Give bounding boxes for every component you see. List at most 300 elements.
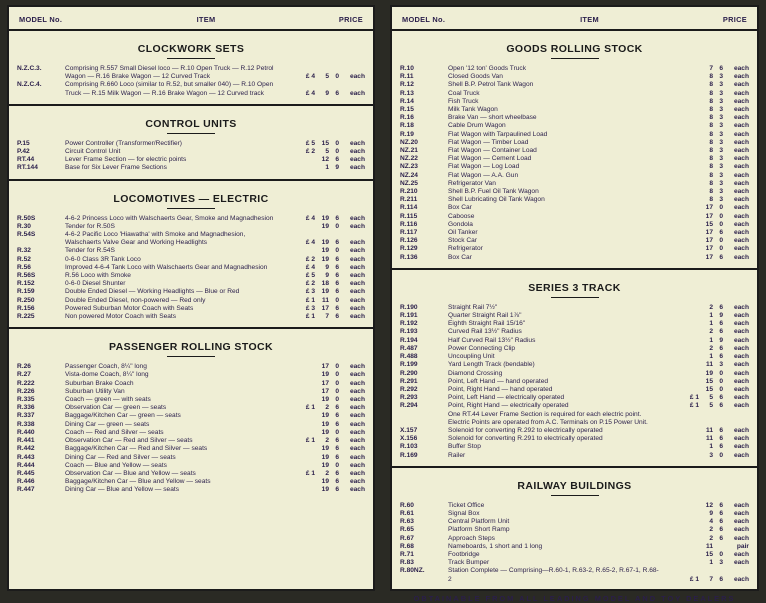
item-description: Oil Tanker xyxy=(448,229,478,237)
price-shillings: 12 xyxy=(321,156,329,164)
price-shillings: 17 xyxy=(705,237,713,245)
price-row xyxy=(400,361,749,369)
model-number: R.194 xyxy=(400,336,418,344)
price-unit: each xyxy=(733,344,749,352)
item-description: Curved Rail 13½" Radius xyxy=(448,328,522,336)
price-shillings: 19 xyxy=(321,453,329,461)
item-description: Eighth Straight Rail 15/16" xyxy=(448,320,526,328)
price-row xyxy=(400,163,749,171)
price-row xyxy=(400,254,749,262)
price-pence: 0 xyxy=(335,428,339,436)
left-sections xyxy=(9,43,373,495)
item-description: Half Curved Rail 13½" Radius xyxy=(448,336,536,344)
model-number: R.442 xyxy=(17,445,35,453)
price-row xyxy=(400,188,749,196)
price xyxy=(661,378,749,386)
price-unit: each xyxy=(733,402,749,410)
price-shillings: 8 xyxy=(709,163,713,171)
model-number: X.156 xyxy=(400,435,418,443)
section-title: CLOCKWORK SETS xyxy=(137,43,245,55)
price xyxy=(661,535,749,543)
item-description: Quarter Straight Rail 1⅞" xyxy=(448,312,522,320)
price-shillings: 2 xyxy=(709,344,713,352)
item-description: Platform Short Ramp xyxy=(448,526,510,534)
price-row xyxy=(17,164,365,172)
price-unit: each xyxy=(733,501,749,509)
model-number: R.65 xyxy=(400,526,414,534)
item-description: Power Controller (Transformer/Rectifier) xyxy=(65,139,183,147)
price-pence: 0 xyxy=(335,247,339,255)
price xyxy=(661,131,749,139)
model-number: R.441 xyxy=(17,437,35,445)
section-title: RAILWAY BUILDINGS xyxy=(517,479,632,492)
price-unit: each xyxy=(733,155,749,163)
price-unit: each xyxy=(733,196,749,204)
model-number: R.115 xyxy=(400,212,418,220)
price-pounds: £ 2 xyxy=(305,255,315,263)
price xyxy=(661,180,749,188)
price-row xyxy=(400,81,749,89)
price-pence: 6 xyxy=(335,156,339,164)
price xyxy=(661,411,749,427)
dealers-footer: OBTAINABLE FROM ALL LEADING MODEL AND TOY DEALERS xyxy=(413,593,736,603)
price-shillings: 7 xyxy=(325,313,329,321)
price-unit: each xyxy=(733,138,749,146)
left-price-page xyxy=(7,5,375,591)
price-row xyxy=(17,371,365,379)
price-shillings: 8 xyxy=(709,122,713,130)
price-pence: 0 xyxy=(335,396,339,404)
model-number: R.126 xyxy=(400,237,418,245)
price-unit: each xyxy=(733,435,749,443)
price-row xyxy=(400,427,749,435)
price-pence: 0 xyxy=(335,139,339,147)
price-shillings: 12 xyxy=(705,501,713,509)
price-unit: each xyxy=(349,461,365,469)
price-row xyxy=(400,237,749,245)
price-row xyxy=(400,337,749,345)
price-row xyxy=(400,443,749,451)
price-pence: 6 xyxy=(335,304,339,312)
model-number: R.12 xyxy=(400,81,414,89)
price-pence: 6 xyxy=(335,453,339,461)
price-unit: each xyxy=(733,179,749,187)
price-pence: 6 xyxy=(719,328,723,336)
price-pence: 0 xyxy=(719,377,723,385)
item-description: Gondola xyxy=(448,220,473,228)
price-row xyxy=(17,215,365,223)
price-shillings: 11 xyxy=(706,426,713,434)
price-unit: each xyxy=(733,526,749,534)
price-unit: each xyxy=(349,478,365,486)
price xyxy=(277,404,365,412)
item-description: Comprising R.557 Small Diesel loco — R.10 Open Truck — R.12 Petrol Wagon — R.16 Brake Wagon — 12 Curved Track xyxy=(65,65,274,81)
price-unit: each xyxy=(349,73,365,81)
price-unit: each xyxy=(733,361,749,369)
model-number: R.191 xyxy=(400,312,418,320)
price-row xyxy=(17,81,365,97)
price-pence: 0 xyxy=(335,73,339,81)
price-shillings: 17 xyxy=(705,245,713,253)
title-underline xyxy=(167,356,215,357)
price-unit: each xyxy=(733,385,749,393)
model-number: R.338 xyxy=(17,420,35,428)
price-shillings: 1 xyxy=(709,353,713,361)
price xyxy=(661,337,749,345)
price-row xyxy=(400,510,749,518)
title-underline xyxy=(551,297,599,298)
price-pence: 6 xyxy=(335,469,339,477)
price-pence: 6 xyxy=(719,353,723,361)
price-pence: 0 xyxy=(335,222,339,230)
price-row xyxy=(17,256,365,264)
price xyxy=(661,361,749,369)
price xyxy=(661,567,749,583)
price xyxy=(661,204,749,212)
price-shillings: 9 xyxy=(325,263,329,271)
model-number: R.56S xyxy=(17,272,36,280)
price-shillings: 19 xyxy=(321,461,329,469)
price-unit: each xyxy=(733,575,749,583)
item-header: ITEM xyxy=(580,15,599,24)
price-pounds: £ 1 xyxy=(689,394,699,402)
model-number: R.292 xyxy=(400,385,418,393)
price-shillings: 3 xyxy=(709,451,713,459)
price-shillings: 4 xyxy=(709,518,713,526)
price xyxy=(277,445,365,453)
price-section xyxy=(392,282,757,468)
item-description: Powered Suburban Motor Coach with Seats xyxy=(65,304,194,312)
price xyxy=(661,147,749,155)
model-number: R.169 xyxy=(400,451,418,459)
price-pence: 0 xyxy=(719,550,723,558)
price-pence: 6 xyxy=(335,239,339,247)
price-pence: 3 xyxy=(719,196,723,204)
item-description: Flat Wagon with Tarpaulined Load xyxy=(448,130,548,138)
model-number: R.487 xyxy=(400,344,418,352)
item-description: Shell Lubricating Oil Tank Wagon xyxy=(448,196,545,204)
price-unit: each xyxy=(733,220,749,228)
item-description: Closed Goods Van xyxy=(448,73,503,81)
price-unit: each xyxy=(349,214,365,222)
price xyxy=(277,380,365,388)
model-number: R.294 xyxy=(400,402,418,410)
item-description: Power Connecting Clip xyxy=(448,344,516,352)
price-row xyxy=(400,386,749,394)
item-description: Flat Wagon — Container Load xyxy=(448,147,537,155)
price-row xyxy=(17,412,365,420)
price-shillings: 2 xyxy=(709,303,713,311)
price-pence: 0 xyxy=(719,369,723,377)
price-row xyxy=(17,148,365,156)
price-pence: 0 xyxy=(335,379,339,387)
price-row xyxy=(400,328,749,336)
price-row xyxy=(17,231,365,247)
model-number: R.83 xyxy=(400,559,414,567)
price-shillings: 19 xyxy=(321,445,329,453)
model-number: R.117 xyxy=(400,229,418,237)
price-pounds: £ 5 xyxy=(305,272,315,280)
section-rows xyxy=(392,65,757,262)
price-row xyxy=(400,73,749,81)
model-number: R.447 xyxy=(17,486,35,494)
price-unit: each xyxy=(733,188,749,196)
price xyxy=(661,73,749,81)
price-pence: 6 xyxy=(335,486,339,494)
price-pence: 9 xyxy=(335,164,339,172)
price-unit: each xyxy=(733,204,749,212)
price-shillings: 15 xyxy=(705,550,713,558)
price-unit: each xyxy=(349,263,365,271)
price-shillings: 19 xyxy=(321,478,329,486)
price-unit: each xyxy=(349,428,365,436)
price-unit: each xyxy=(733,377,749,385)
price xyxy=(661,213,749,221)
model-number: R.116 xyxy=(400,220,418,228)
item-description: Point, Left Hand — electrically operated xyxy=(448,394,565,402)
price-unit: each xyxy=(733,106,749,114)
item-description: Solenoid for converting R.292 to electrically operated xyxy=(448,426,603,434)
price-pence: 6 xyxy=(335,412,339,420)
price-pence: 3 xyxy=(719,89,723,97)
right-price-page xyxy=(390,5,759,603)
price-shillings: 7 xyxy=(709,575,713,583)
price-row xyxy=(17,363,365,371)
item-description: Brake Van — short wheelbase xyxy=(448,114,537,122)
model-header: MODEL No. xyxy=(402,15,446,24)
price-row xyxy=(17,280,365,288)
price-unit: each xyxy=(733,534,749,542)
price-unit: each xyxy=(733,97,749,105)
price xyxy=(277,462,365,470)
price xyxy=(661,345,749,353)
column-header xyxy=(9,7,373,31)
price-pence: 0 xyxy=(335,461,339,469)
price-row xyxy=(17,313,365,321)
price-unit: each xyxy=(733,253,749,261)
price-shillings: 19 xyxy=(321,420,329,428)
price xyxy=(277,313,365,321)
price-row xyxy=(400,131,749,139)
price-unit: each xyxy=(349,280,365,288)
model-number: NZ.24 xyxy=(400,171,418,179)
price-shillings: 1 xyxy=(709,320,713,328)
item-description: Track Bumper xyxy=(448,559,490,567)
price-pence: 3 xyxy=(719,559,723,567)
price xyxy=(277,81,365,97)
price-shillings: 2 xyxy=(709,328,713,336)
price-shillings: 15 xyxy=(705,377,713,385)
price-shillings: 8 xyxy=(709,188,713,196)
price xyxy=(277,454,365,462)
price-pence: 6 xyxy=(719,65,723,72)
model-number: R.67 xyxy=(400,534,414,542)
price-unit: each xyxy=(349,148,365,156)
price-shillings: 11 xyxy=(322,296,329,304)
price-shillings: 19 xyxy=(321,371,329,379)
price-shillings: 8 xyxy=(709,73,713,81)
item-description: Box Car xyxy=(448,204,472,212)
item-description: Baggage/Kitchen Car — Red and Silver — seats xyxy=(65,445,208,453)
price xyxy=(661,81,749,89)
price-shillings: 8 xyxy=(709,114,713,122)
price-unit: each xyxy=(349,469,365,477)
price-shillings: 19 xyxy=(321,396,329,404)
price xyxy=(277,371,365,379)
price-shillings: 1 xyxy=(709,559,713,567)
item-description: Circuit Control Unit xyxy=(65,148,121,156)
price xyxy=(661,229,749,237)
price-row xyxy=(400,370,749,378)
item-description: Tender for R.50S xyxy=(65,222,115,230)
price-row xyxy=(17,305,365,313)
price-row xyxy=(17,223,365,231)
price xyxy=(661,90,749,98)
item-description: One RT.44 Lever Frame Section is required for each electric point. Electric Points are operated from A.C. Terminals on P.15 Power Unit. xyxy=(448,410,648,426)
price-unit: each xyxy=(349,313,365,321)
model-number: R.250 xyxy=(17,296,35,304)
price-header: PRICE xyxy=(722,15,747,24)
section-title: LOCOMOTIVES — ELECTRIC xyxy=(113,192,269,205)
price xyxy=(277,396,365,404)
price-unit: each xyxy=(349,486,365,494)
price xyxy=(661,65,749,73)
price xyxy=(277,164,365,172)
price-unit: each xyxy=(349,371,365,379)
price-pounds: £ 4 xyxy=(305,263,315,271)
model-number: R.18 xyxy=(400,122,414,130)
price xyxy=(277,247,365,255)
item-description: Central Platform Unit xyxy=(448,518,510,526)
price xyxy=(277,429,365,437)
model-number: R.445 xyxy=(17,469,35,477)
price-row xyxy=(17,247,365,255)
price-shillings: 5 xyxy=(325,73,329,81)
price-unit: each xyxy=(349,222,365,230)
price-unit: each xyxy=(349,445,365,453)
price-pence: 6 xyxy=(335,404,339,412)
price-row xyxy=(400,312,749,320)
price-shillings: 9 xyxy=(709,509,713,517)
price-row xyxy=(17,297,365,305)
model-number: R.226 xyxy=(17,387,35,395)
price xyxy=(277,297,365,305)
item-description: Vista-dome Coach, 8¼" long xyxy=(65,371,149,379)
section-title: SERIES 3 TRACK xyxy=(528,281,621,294)
section-rows xyxy=(9,215,373,322)
price xyxy=(661,254,749,262)
price-unit: each xyxy=(733,147,749,155)
model-number: R.293 xyxy=(400,394,418,402)
price-shillings: 19 xyxy=(321,247,329,255)
price-pounds: £ 1 xyxy=(305,313,315,321)
section-title: GOODS ROLLING STOCK xyxy=(506,43,643,55)
price-unit: each xyxy=(733,81,749,89)
price-unit: each xyxy=(349,164,365,172)
price-pence: 6 xyxy=(719,509,723,517)
item-description: Box Car xyxy=(448,253,472,261)
item-description: Baggage/Kitchen Car — green — seats xyxy=(65,412,181,420)
price xyxy=(661,502,749,510)
price-pence: 6 xyxy=(719,575,723,583)
price-shillings: 15 xyxy=(321,139,329,147)
price-pence: 0 xyxy=(719,245,723,253)
model-number: R.193 xyxy=(400,328,418,336)
price-unit: each xyxy=(349,363,365,371)
price-row xyxy=(400,567,749,583)
price-row xyxy=(400,304,749,312)
model-number: R.32 xyxy=(17,247,31,255)
price xyxy=(277,223,365,231)
item-description: Solenoid for converting R.291 to electrically operated xyxy=(448,435,603,443)
model-number: R.114 xyxy=(400,204,418,212)
item-description: Open '12 ton' Goods Truck xyxy=(448,65,527,72)
price-shillings: 8 xyxy=(709,97,713,105)
price xyxy=(661,122,749,130)
price-shillings: 19 xyxy=(321,239,329,247)
price-row xyxy=(400,98,749,106)
price xyxy=(277,272,365,280)
price-pence: 6 xyxy=(335,445,339,453)
price-shillings: 17 xyxy=(705,253,713,261)
column-header xyxy=(392,7,757,31)
price-row xyxy=(17,445,365,453)
price-unit: each xyxy=(733,369,749,377)
price-pence: 9 xyxy=(719,312,723,320)
price-shillings: 17 xyxy=(321,304,329,312)
price xyxy=(661,304,749,312)
price-shillings: 8 xyxy=(709,171,713,179)
price xyxy=(661,328,749,336)
price-unit: each xyxy=(349,156,365,164)
price xyxy=(661,320,749,328)
item-description: Coach — Blue and Yellow — seats xyxy=(65,461,167,469)
price-unit: each xyxy=(349,247,365,255)
item-description: Improved 4-6-4 Tank Loco with Walschaerts Gear and Magnadhesion xyxy=(65,263,268,271)
price-pence: 6 xyxy=(719,394,723,402)
right-sections xyxy=(392,43,757,584)
item-description: Double Ended Diesel, non-powered — Red only xyxy=(65,296,206,304)
item-description: Milk Tank Wagon xyxy=(448,106,498,114)
price-pence: 6 xyxy=(719,534,723,542)
price-pence: 6 xyxy=(335,272,339,280)
price-unit: each xyxy=(733,550,749,558)
model-number: R.63 xyxy=(400,518,414,526)
price-shillings: 9 xyxy=(325,272,329,280)
price-shillings: 19 xyxy=(321,486,329,494)
price-row xyxy=(17,462,365,470)
price xyxy=(661,312,749,320)
item-description: Uncoupling Unit xyxy=(448,353,495,361)
price-pence: 6 xyxy=(719,303,723,311)
item-description: 4-6-2 Princess Loco with Walschaerts Gear, Smoke and Magnadhesion xyxy=(65,214,274,222)
price-pence: 3 xyxy=(719,361,723,369)
item-description: Yard Length Track (bendable) xyxy=(448,361,535,369)
item-description: Observation Car — Red and Silver — seats xyxy=(65,437,193,445)
price-shillings: 17 xyxy=(705,204,713,212)
price-unit: each xyxy=(733,212,749,220)
item-description: Caboose xyxy=(448,212,475,220)
price-pence: 0 xyxy=(719,220,723,228)
price-shillings: 2 xyxy=(325,437,329,445)
price-shillings: 17 xyxy=(705,212,713,220)
price xyxy=(661,163,749,171)
item-description: Non powered Motor Coach with Seats xyxy=(65,313,177,321)
price-row xyxy=(400,551,749,559)
price-pence: 3 xyxy=(719,138,723,146)
item-description: Suburban Utility Van xyxy=(65,387,125,395)
model-number: X.157 xyxy=(400,426,418,434)
